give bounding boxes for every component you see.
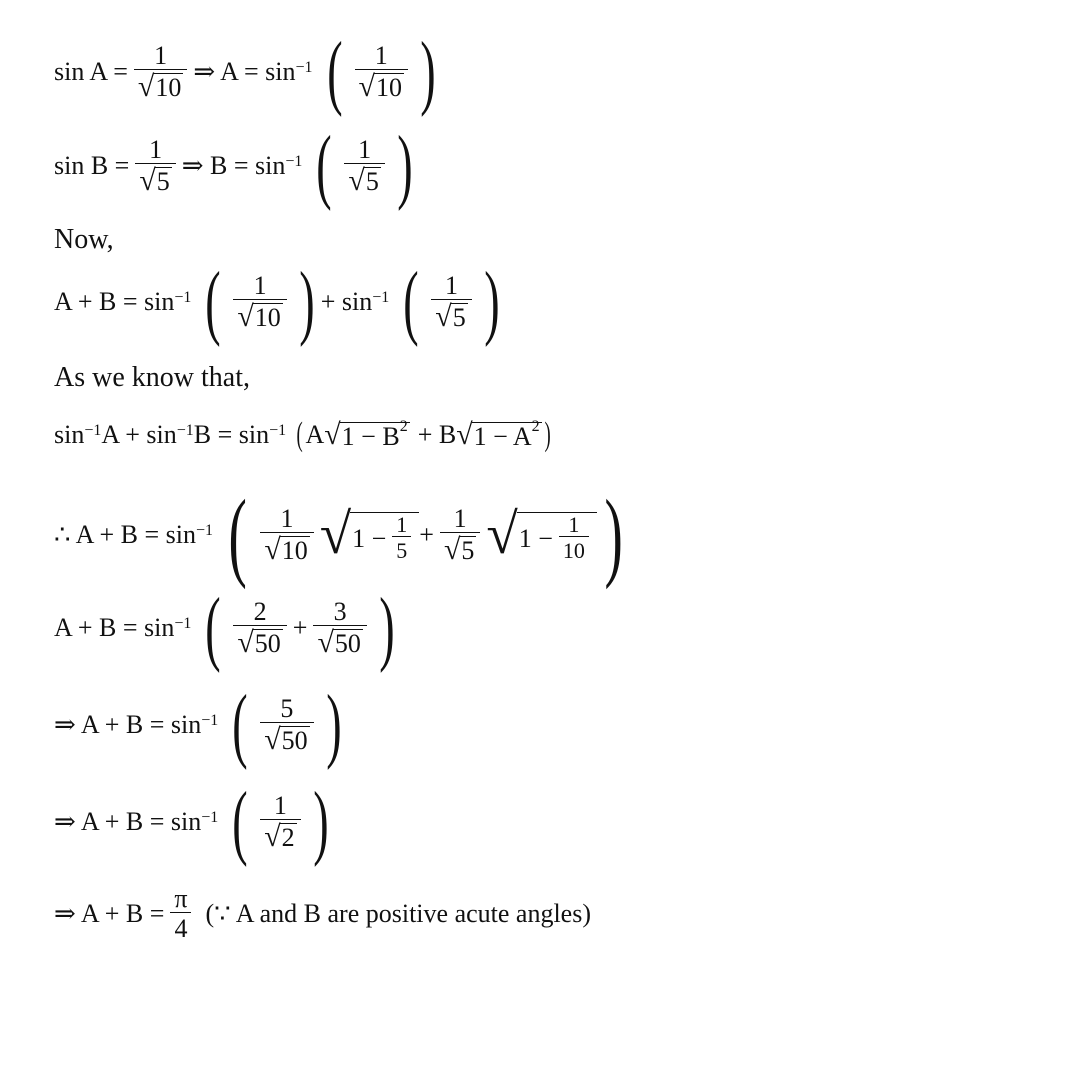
implies-b-equals-arcsin: ⇒ B = sin: [181, 151, 286, 180]
equation-5-over-root50: ⇒ A + B = sin −1 ( 5 √ 50 ): [54, 678, 342, 771]
equation-sin-b: sin B = 1 √ 5 ⇒ B = sin −1 ( 1 √ 5 ): [54, 119, 413, 212]
left-paren: (: [326, 25, 343, 118]
equation-a-plus-b-sum: A + B = sin −1 ( 1 √ 10 ) + sin −1 ( 1 √ 5 ): [54, 255, 500, 348]
text-now: Now,: [54, 224, 114, 255]
pi-over-4: $\frac{\pi}{4}$: [170, 885, 191, 944]
sin-b-lhs: sin B =: [54, 151, 130, 180]
fraction-1-over-root10: 1 √ 10: [134, 42, 187, 103]
text-as-we-know: As we know that,: [54, 362, 250, 393]
inner-fraction: 1 √ 10: [355, 42, 408, 103]
sin-a-lhs: sin A =: [54, 57, 128, 86]
equation-1-over-root2: ⇒ A + B = sin −1 ( 1 √ 2 ): [54, 775, 329, 868]
equation-final-result: ⇒ A + B = $\frac{\pi}{4}$ (∵ A and B are positive acute angles): [54, 884, 591, 944]
equation-sum-of-fractions: A + B = sin −1 ( 2 √ 50 + 3 √ 50 ): [54, 581, 395, 674]
right-paren: ): [420, 25, 436, 118]
reason-text: (∵ A and B are positive acute angles): [205, 899, 591, 929]
fraction-1-over-root5: 1 √ 5: [135, 136, 175, 197]
arcsin-addition-identity: sin −1 A + sin −1 B = sin −1 ( A √ $1 - B^2$ + B √ $1 - A^2$ ): [54, 416, 551, 453]
equation-sin-a: sin A = 1 √ 10 ⇒ A = sin −1 ( 1 √ 10 ): [54, 25, 436, 118]
implies-a-equals-arcsin: ⇒ A = sin: [193, 57, 296, 86]
equation-therefore-substitution: ∴ A + B = sin −1 ( 1 √ 10 √ 1 − $\frac{1}{5}$ + 1 √ 5 √ 1 − $\frac{1}{10}$ ): [54, 479, 623, 590]
